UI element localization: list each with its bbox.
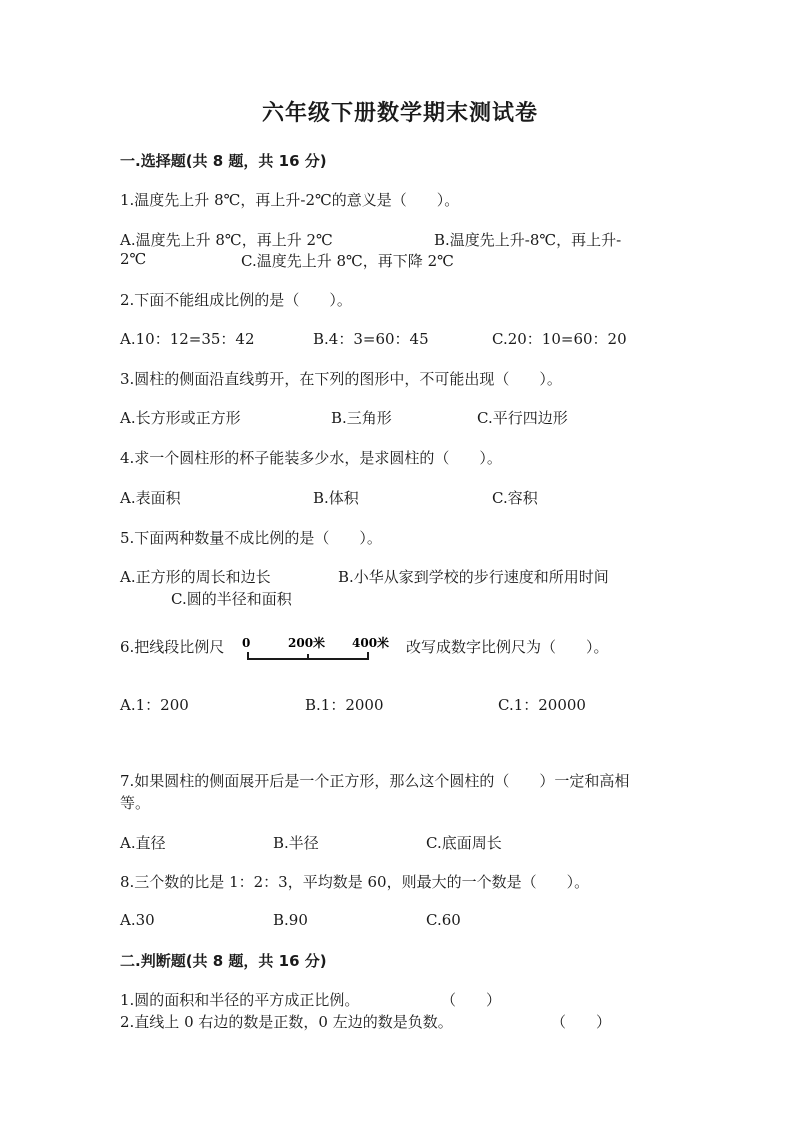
q1-option-b-continued: 2℃ [120, 250, 147, 268]
judgement-2-blank: （ ） [551, 1013, 612, 1031]
q7-option-c: C.底面周长 [426, 834, 502, 852]
scale-graphic [240, 632, 400, 666]
question-5: 5.下面两种数量不成比例的是（ ）。 [120, 529, 382, 547]
q1-option-a: A.温度先上升 8℃，再上升 2℃ [120, 231, 333, 249]
q6-option-c: C.1：20000 [498, 696, 586, 714]
judgement-2: 2.直线上 0 右边的数是正数，0 左边的数是负数。 [120, 1013, 453, 1031]
question-1: 1.温度先上升 8℃，再上升-2℃的意义是（ ）。 [120, 191, 460, 209]
question-3: 3.圆柱的侧面沿直线剪开，在下列的图形中，不可能出现（ ）。 [120, 370, 562, 388]
q3-option-a: A.长方形或正方形 [120, 409, 241, 427]
question-7-line-1: 7.如果圆柱的侧面展开后是一个正方形，那么这个圆柱的（ ）一定和高相 [120, 772, 630, 790]
question-7-line-2: 等。 [120, 794, 151, 812]
line-segment-scale [240, 632, 400, 666]
question-4: 4.求一个圆柱形的杯子能装多少水，是求圆柱的（ ）。 [120, 449, 502, 467]
q7-option-b: B.半径 [273, 834, 319, 852]
q3-option-b: B.三角形 [331, 409, 392, 427]
q1-option-b: B.温度先上升-8℃，再上升- [434, 231, 622, 249]
question-6-prefix: 6.把线段比例尺 [120, 638, 225, 656]
question-8: 8.三个数的比是 1：2：3，平均数是 60，则最大的一个数是（ ）。 [120, 873, 590, 891]
q2-option-b: B.4：3=60：45 [313, 330, 429, 348]
q5-option-b: B.小华从家到学校的步行速度和所用时间 [338, 568, 609, 586]
q6-option-a: A.1：200 [120, 696, 189, 714]
scale-label-200: 200米 [288, 636, 326, 650]
q8-option-c: C.60 [426, 911, 461, 929]
section-heading-choice: 一.选择题(共 8 题，共 16 分) [120, 152, 327, 170]
q2-option-c: C.20：10=60：20 [492, 330, 627, 348]
q4-option-a: A.表面积 [120, 489, 181, 507]
judgement-1: 1.圆的面积和半径的平方成正比例。 [120, 991, 360, 1009]
q5-option-a: A.正方形的周长和边长 [120, 568, 271, 586]
q8-option-a: A.30 [120, 911, 155, 929]
question-6-suffix: 改写成数字比例尺为（ ）。 [406, 638, 609, 656]
q1-option-c: C.温度先上升 8℃，再下降 2℃ [241, 252, 454, 270]
scale-label-0: 0 [242, 636, 251, 650]
section-heading-judgement: 二.判断题(共 8 题，共 16 分) [120, 952, 327, 970]
q6-option-b: B.1：2000 [305, 696, 384, 714]
judgement-1-blank: （ ） [441, 991, 502, 1009]
page-title: 六年级下册数学期末测试卷 [261, 101, 538, 126]
q8-option-b: B.90 [273, 911, 308, 929]
q4-option-c: C.容积 [492, 489, 538, 507]
q7-option-a: A.直径 [120, 834, 166, 852]
q3-option-c: C.平行四边形 [477, 409, 568, 427]
q5-option-c: C.圆的半径和面积 [171, 590, 292, 608]
scale-label-400: 400米 [352, 636, 390, 650]
question-2: 2.下面不能组成比例的是（ ）。 [120, 291, 352, 309]
q2-option-a: A.10：12=35：42 [120, 330, 255, 348]
q4-option-b: B.体积 [313, 489, 359, 507]
